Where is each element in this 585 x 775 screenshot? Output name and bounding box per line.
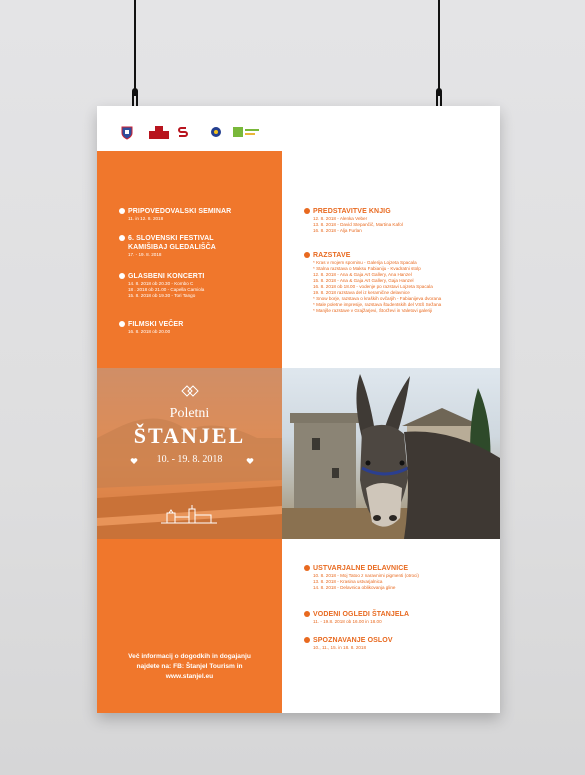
section-line: 14. 8. 2018 - Delavnica oblikovanja gline [313,585,396,590]
section-title: FILMSKI VEČER [128,321,184,328]
left-program-panel [97,151,282,368]
program-section [128,320,183,335]
donkey-and-tower-image [282,368,500,539]
section-title: GLASBENI KONCERTI [128,273,205,280]
program-section [313,610,409,625]
info-panel [97,539,282,713]
program-section [313,251,441,314]
sponsor-logos [97,106,500,150]
hanging-wire-right [438,0,440,96]
section-line: 15. 8. 2018 ob 19.30 - Tori Tango [128,293,196,298]
program-section [313,207,403,234]
letter-s-logo [177,126,189,140]
red-brand-logo [149,126,169,140]
section-title: PREDSTAVITVE KNJIG [313,208,391,215]
section-line: 12. 8. 2018 - Alenka Veber [313,216,368,221]
bullet-icon [119,235,125,241]
heart-left-icon [130,457,138,465]
donkey-photo [282,368,500,539]
section-title: SPOZNAVANJE OSLOV [313,637,393,644]
program-section [313,636,393,651]
bullet-icon [304,565,310,571]
banner-title-large: ŠTANJEL [133,423,246,448]
section-line: * Male poletne impresije, razstava študentskih del VSŠ Sežana [313,302,442,307]
bullet-icon [119,208,125,214]
banner-dates: 10. - 19. 8. 2018 [156,454,223,465]
section-line: * Stalna razstava o Maksu Fabianiju - Kvadratni stolp [313,266,421,271]
section-line: 17. - 19. 8. 2018 [128,252,162,257]
section-title: RAZSTAVE [313,252,351,259]
section-line: 16. 8. 2018 ob 18.00 - vodenje po razstavi Lojzeta Spacala [313,284,433,289]
section-line: 13. 8. 2018 - Krasina ustvarjalnica [313,579,383,584]
heart-right-icon [246,457,254,465]
festival-banner [97,368,282,539]
section-line: 10. 8. 2018 - Moj Tatoo z naravnimi pigmenti (otroci) [313,573,419,578]
section-line: 15. 8. 2018 - Ana & Gaja Art Gallery, Gaja Hanzel [313,278,414,283]
hanging-wire-left [134,0,136,96]
section-line: 13. 8. 2018 - David Stepančič, Martina Kafol [313,222,403,227]
program-section [128,272,204,299]
bullet-icon [304,208,310,214]
section-line: 11. - 19.8. 2018 ob 16.00 in 18.00 [313,619,382,624]
section-line: 16. 8. 2018 - Alja Furlan [313,228,362,233]
castle-illustration [159,503,219,525]
section-line: 11. in 12. 8. 2018 [128,216,164,221]
section-line: 19. 8. 2018 razstava del iz keramične delavnice [313,290,410,295]
section-line: 14. 8. 2018 ob 20.30 - Kombo C [128,281,194,286]
festival-logo-icon [181,385,199,397]
section-title: PRIPOVEDOVALSKI SEMINAR [128,208,232,215]
round-emblem-logo [210,126,222,138]
section-title: 6. SLOVENSKI FESTIVAL [128,235,214,242]
program-section [128,234,216,258]
section-line: 16. 8. 2018 ob 20.00 [128,329,171,334]
section-title-line2: KAMIŠIBAJ GLEDALIŠČA [128,244,216,251]
bullet-icon [119,321,125,327]
green-partner-logo [233,126,259,138]
bullet-icon [304,637,310,643]
section-title: USTVARJALNE DELAVNICE [313,565,409,572]
municipality-crest-logo [121,126,133,140]
section-line: 12. 8. 2018 - Ana & Gaja Art Gallery, Ana Hanzel [313,272,412,277]
program-section [313,564,419,591]
section-line: * Snow borje, razstava o kraških ovčarjih - Fabianijeva dvorana [313,296,442,301]
section-line: 18 . 2018 ob 21.00 - Capella Carniola [128,287,205,292]
section-line: * Kras v mojem spominu - Galerija Lojzeta Spacala [313,260,417,265]
info-text [97,652,282,682]
banner-title-small: Poletni [169,406,210,421]
bullet-icon [119,273,125,279]
section-title: VODENI OGLEDI ŠTANJELA [313,611,410,618]
bullet-icon [304,252,310,258]
info-line: Več informacij o dogodkih in dogajanju [128,653,251,660]
bullet-icon [304,611,310,617]
poster [97,106,500,713]
section-line: * Manjše razstave v Grajžarjevi, Štorževi in Valetovi galeriji [313,308,433,313]
info-website: www.stanjel.eu [165,673,214,680]
info-line: najdete na: FB: Štanjel Tourism in [136,663,243,670]
section-line: 10., 11., 15. in 18. 8. 2018 [313,645,367,650]
program-section [128,207,231,222]
